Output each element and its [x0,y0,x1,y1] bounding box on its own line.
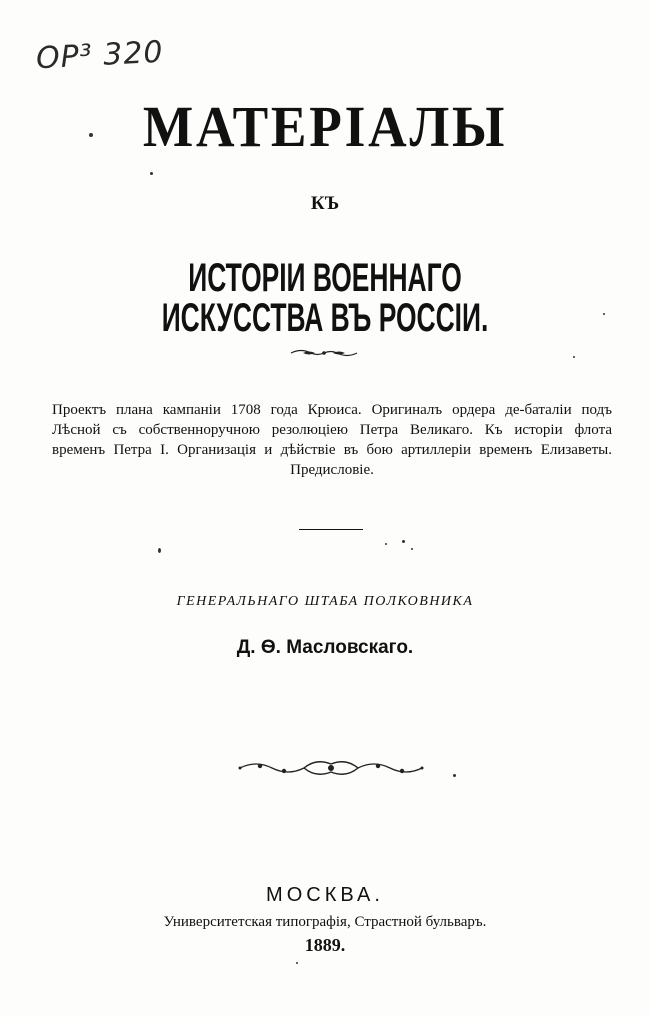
printing-house: Университетская типографія, Страстной бульваръ. [163,914,487,930]
publication-city: МОСКВА. [266,884,384,906]
ink-speck [296,962,298,964]
description-line: Лѣсной съ собственноручною резолюціею Петра Великаго. Къ исторіи флота [52,422,612,438]
ink-speck [411,548,413,550]
author-rank: ГЕНЕРАЛЬНАГО ШТАБА ПОЛКОВНИКА [176,594,474,609]
ink-speck [385,543,387,545]
contents-description [52,400,612,480]
large-ornament-icon [236,756,426,780]
divider-rule [299,529,363,530]
description-line: Проектъ плана кампаніи 1708 года Крюиса. Оригиналъ ордера де-баталіи подъ [52,402,612,418]
library-stamp: ОР³ 320 [35,34,165,77]
ink-speck [573,356,575,358]
ink-speck [89,133,93,137]
book-subtitle: ИСТОРІИ ВОЕННАГО ИСКУССТВА ВЪ РОССІИ. [161,256,489,340]
ink-speck [603,313,605,315]
author-name: Д. Ѳ. Масловскаго. [236,637,414,658]
ink-speck [453,774,456,777]
description-line: временъ Петра I. Организація и дѣйствіе въ бою артиллеріи временъ Елизаветы. [52,442,612,458]
small-ornament-icon [289,347,359,359]
ink-speck [158,548,161,553]
description-line: Предисловіе. [290,462,374,478]
ink-speck [150,172,153,175]
publication-year: 1889. [304,935,346,955]
book-title: МАТЕРІАЛЫ [142,94,508,159]
preposition: КЪ [310,193,340,214]
ink-speck [402,540,405,543]
